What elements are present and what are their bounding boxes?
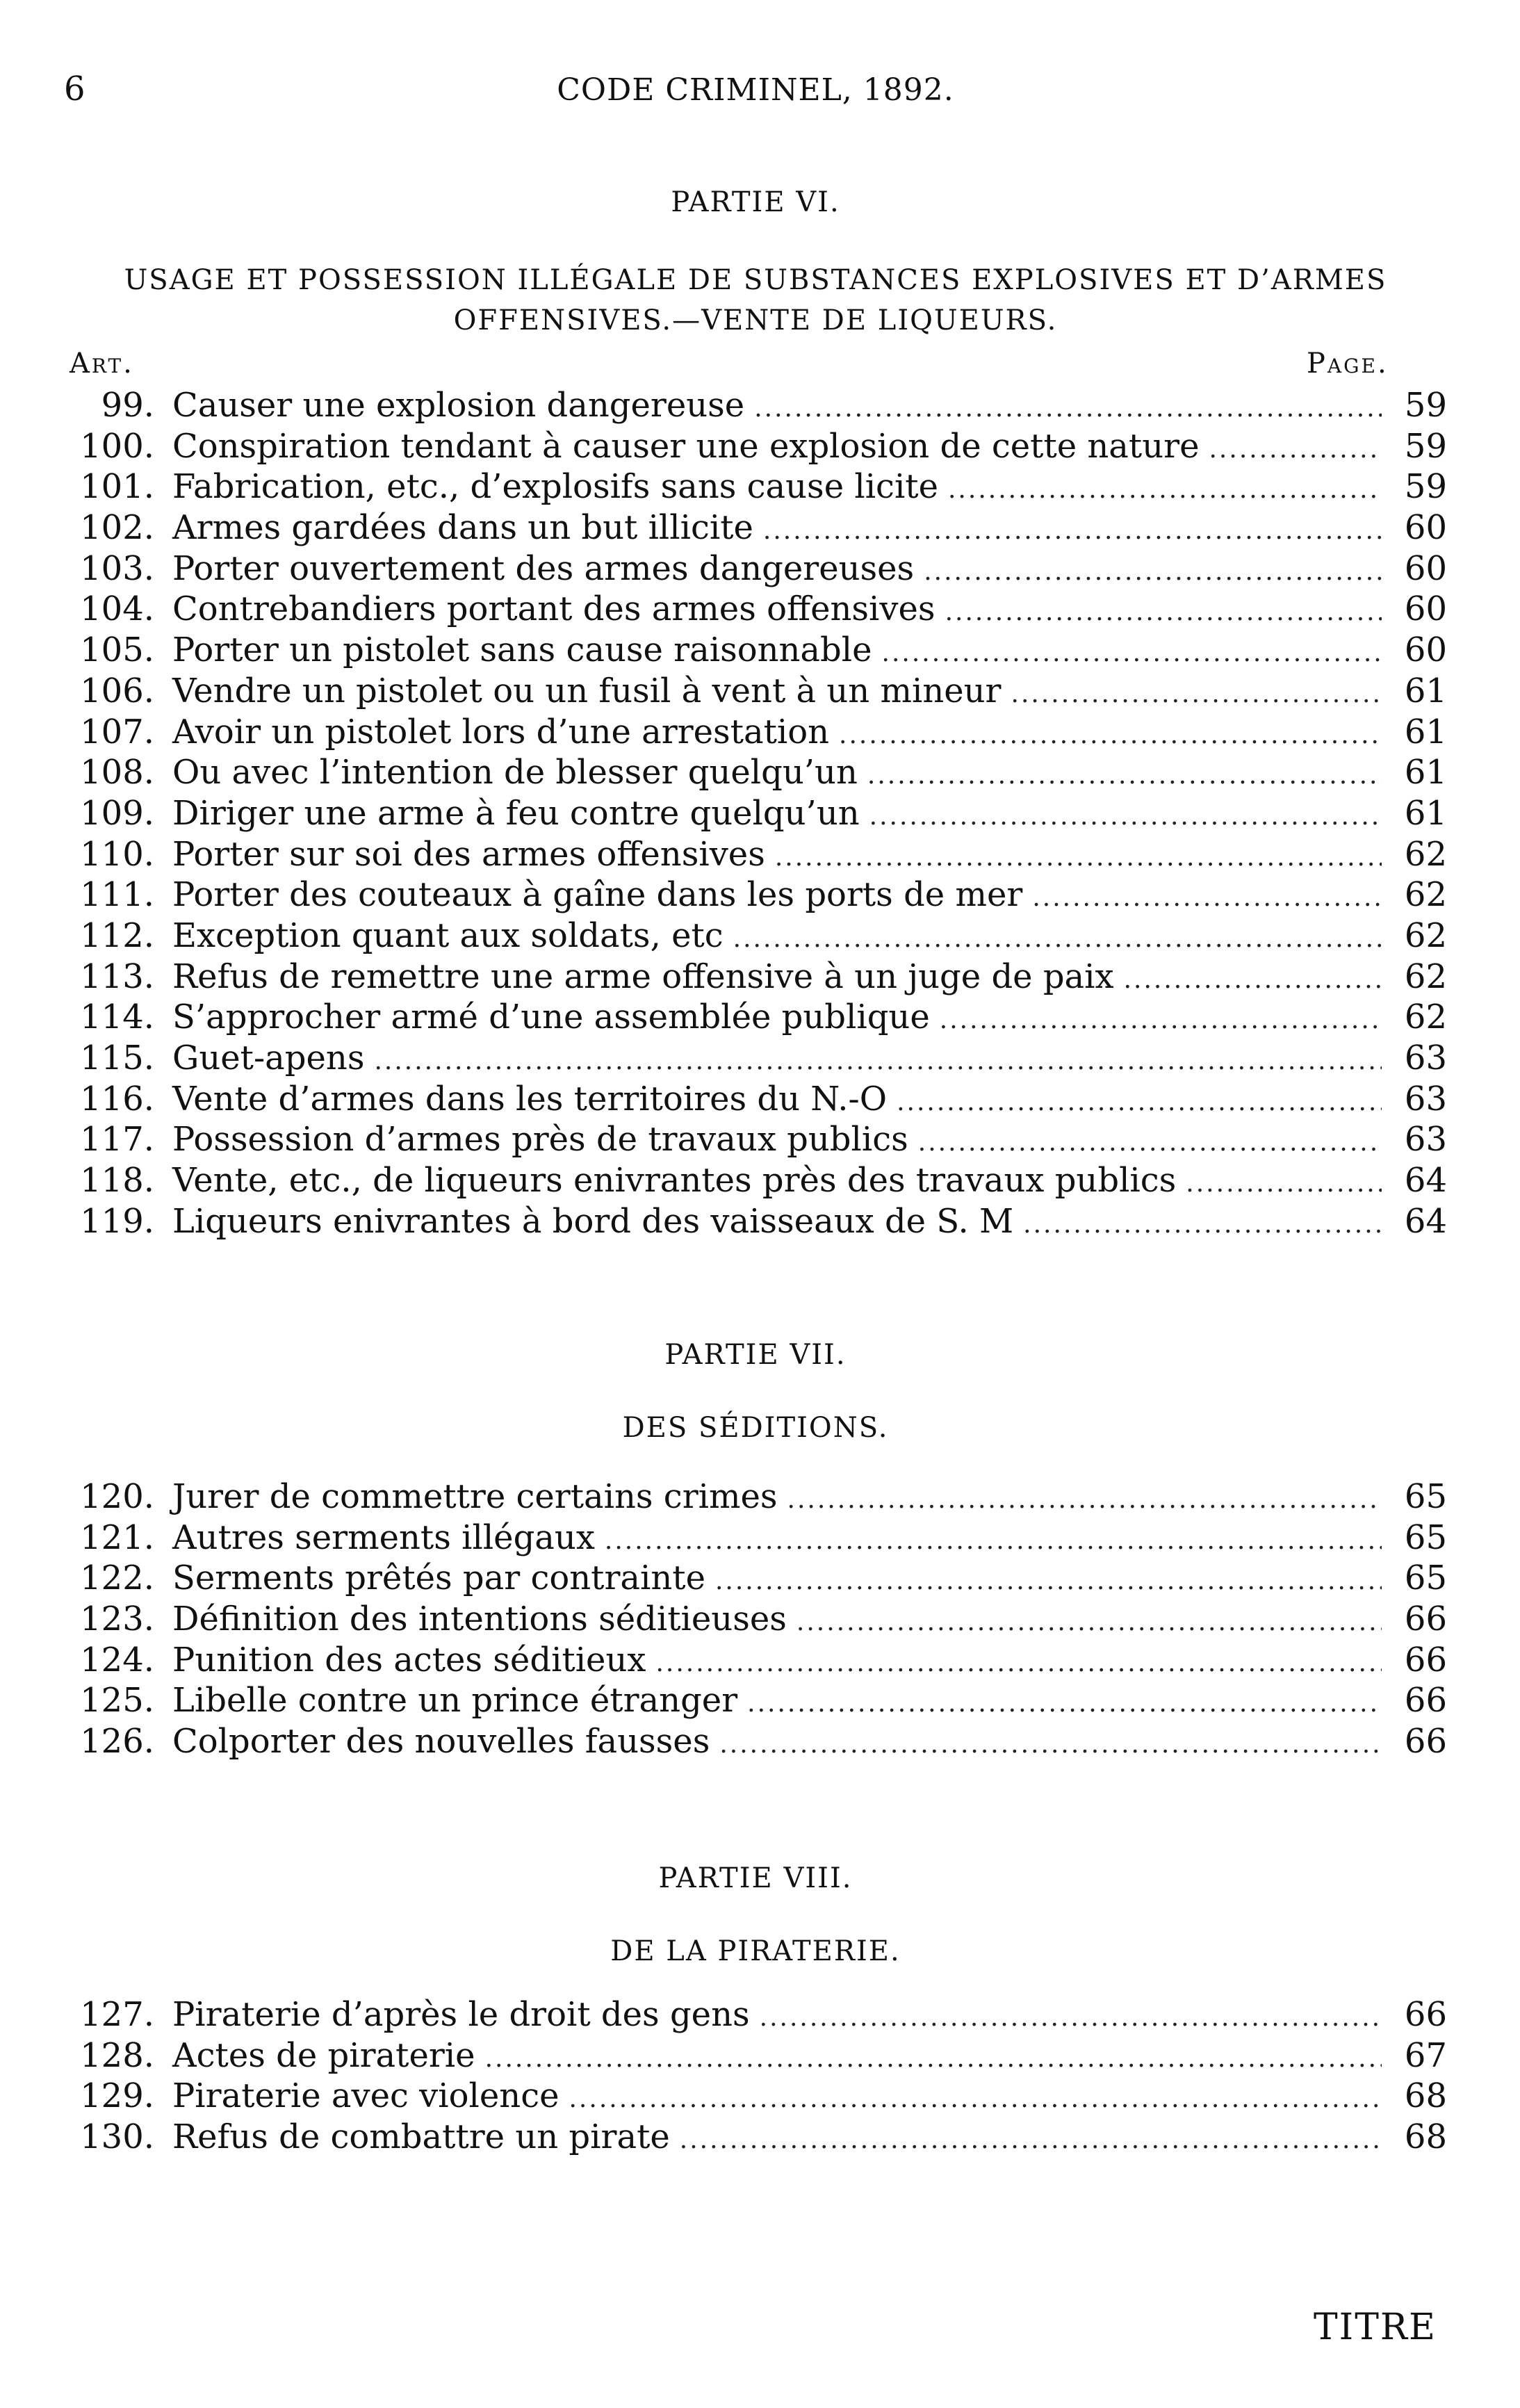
dot-leader (1124, 966, 1382, 994)
page-ref: 63 (1404, 1079, 1447, 1118)
toc-entry (64, 2076, 1447, 2117)
entry-title: Conspiration tendant à causer une explosion de cette nature (172, 426, 1200, 466)
dot-leader (754, 394, 1382, 423)
article-number: 103. (80, 548, 154, 588)
dot-leader (719, 1730, 1382, 1759)
page-ref: 62 (1404, 834, 1447, 874)
partie-6-subtitle-line2: OFFENSIVES.—VENTE DE LIQUEURS. (453, 304, 1058, 336)
entry-title: Armes gardées dans un but illicite (172, 508, 753, 548)
toc-entry (64, 1722, 1447, 1763)
article-number: 127. (80, 1995, 154, 2034)
toc-entry (64, 508, 1447, 549)
dot-leader (787, 1486, 1382, 1514)
entry-title: Vendre un pistolet ou un fusil à vent à un mineur (172, 671, 1002, 710)
page-ref: 60 (1404, 508, 1447, 548)
page-ref: 62 (1404, 957, 1447, 996)
toc-entry (64, 916, 1447, 957)
page-ref: 68 (1404, 2076, 1447, 2116)
dot-leader (569, 2085, 1382, 2113)
dot-leader (924, 558, 1382, 586)
page-ref: 62 (1404, 998, 1447, 1037)
article-number: 101. (80, 467, 154, 507)
page-ref: 66 (1404, 1681, 1447, 1720)
partie-7-subtitle: DES SÉDITIONS. (622, 1412, 889, 1444)
dot-leader (760, 2003, 1382, 2032)
toc-entry (64, 1559, 1447, 1600)
article-number: 126. (80, 1722, 154, 1762)
page-ref: 59 (1404, 386, 1447, 425)
entry-title: S’approcher armé d’une assemblée publique (172, 998, 930, 1037)
article-number: 118. (80, 1161, 154, 1201)
dot-leader (605, 1527, 1382, 1555)
dot-leader (1011, 680, 1382, 708)
entry-title: Porter sur soi des armes offensives (172, 834, 765, 874)
dot-leader (715, 1567, 1382, 1595)
entry-title: Colporter des nouvelles fausses (172, 1722, 710, 1762)
article-number: 100. (80, 426, 154, 466)
toc-entry (64, 794, 1447, 835)
entry-title: Autres serments illégaux (172, 1518, 595, 1557)
toc-entry (64, 2117, 1447, 2158)
page-ref: 61 (1404, 671, 1447, 710)
dot-leader (796, 1608, 1382, 1636)
column-label-art: Art. (70, 348, 134, 380)
toc-entry (64, 713, 1447, 754)
toc-entry (64, 589, 1447, 631)
toc-entry (64, 631, 1447, 672)
entry-title: Serments prêtés par contrainte (172, 1559, 705, 1598)
page-ref: 66 (1404, 1995, 1447, 2034)
page-ref: 67 (1404, 2035, 1447, 2075)
toc-entry (64, 1641, 1447, 1682)
page-ref: 65 (1404, 1477, 1447, 1516)
article-number: 123. (80, 1600, 154, 1639)
entry-title: Punition des actes séditieux (172, 1640, 646, 1679)
dot-leader (940, 1006, 1382, 1034)
page-ref: 66 (1404, 1600, 1447, 1639)
dot-leader (655, 1649, 1382, 1677)
entry-title: Piraterie avec violence (172, 2076, 559, 2116)
toc-entry (64, 1080, 1447, 1121)
entry-title: Exception quant aux soldats, etc (172, 916, 724, 955)
toc-entry (64, 549, 1447, 590)
article-number: 124. (80, 1640, 154, 1679)
page-ref: 66 (1404, 1640, 1447, 1679)
dot-leader (1032, 884, 1382, 912)
article-number: 121. (80, 1518, 154, 1557)
article-number: 122. (80, 1559, 154, 1598)
partie-7-title: PARTIE VII. (664, 1339, 847, 1371)
page-ref: 65 (1404, 1559, 1447, 1598)
page-number: 6 (64, 70, 85, 108)
dot-leader (775, 843, 1382, 872)
page-ref: 60 (1404, 548, 1447, 588)
article-number: 112. (80, 916, 154, 955)
toc-entry (64, 672, 1447, 713)
toc-entry (64, 1477, 1447, 1518)
toc-entry (64, 1120, 1447, 1161)
page-ref: 68 (1404, 2117, 1447, 2157)
toc-entry (64, 1202, 1447, 1243)
toc-entry (64, 957, 1447, 998)
article-number: 125. (80, 1681, 154, 1720)
entry-title: Porter ouvertement des armes dangereuses (172, 548, 915, 588)
page-ref: 66 (1404, 1722, 1447, 1762)
page-ref: 59 (1404, 426, 1447, 466)
article-number: 128. (80, 2035, 154, 2075)
dot-leader (882, 639, 1382, 667)
dot-leader (918, 1128, 1382, 1157)
entry-title: Vente d’armes dans les territoires du N.-O (172, 1079, 888, 1118)
toc-entry (64, 1039, 1447, 1080)
dot-leader (869, 802, 1382, 831)
dot-leader (945, 598, 1382, 626)
page-ref: 63 (1404, 1120, 1447, 1160)
dot-leader (948, 475, 1382, 504)
page-ref: 60 (1404, 589, 1447, 629)
entry-title: Porter un pistolet sans cause raisonnable (172, 631, 872, 670)
page-ref: 65 (1404, 1518, 1447, 1557)
entry-title: Piraterie d’après le droit des gens (172, 1995, 750, 2034)
page-ref: 61 (1404, 793, 1447, 833)
entry-title: Avoir un pistolet lors d’une arrestation (172, 712, 830, 751)
article-number: 99. (101, 386, 154, 425)
toc-entry (64, 1600, 1447, 1641)
entry-title: Ou avec l’intention de blesser quelqu’un (172, 753, 858, 792)
page-ref: 61 (1404, 712, 1447, 751)
article-number: 110. (80, 834, 154, 874)
page-ref: 64 (1404, 1161, 1447, 1201)
article-number: 107. (80, 712, 154, 751)
toc-entry (64, 386, 1447, 427)
toc-entry (64, 427, 1447, 468)
page-ref: 60 (1404, 631, 1447, 670)
page-ref: 61 (1404, 753, 1447, 792)
page-ref: 63 (1404, 1039, 1447, 1077)
article-number: 116. (80, 1079, 154, 1118)
entry-title: Refus de combattre un pirate (172, 2117, 670, 2157)
entry-title: Contrebandiers portant des armes offensives (172, 589, 935, 629)
article-number: 114. (80, 998, 154, 1037)
entry-title: Définition des intentions séditieuses (172, 1600, 787, 1639)
article-number: 129. (80, 2076, 154, 2116)
article-number: 104. (80, 589, 154, 629)
toc-entry (64, 998, 1447, 1039)
catchword: TITRE (1313, 2307, 1437, 2348)
toc-entry (64, 1518, 1447, 1559)
entry-title: Diriger une arme à feu contre quelqu’un (172, 793, 860, 833)
partie-6-subtitle-line1: USAGE ET POSSESSION ILLÉGALE DE SUBSTANCES EXPLOSIVES ET D’ARMES (124, 264, 1387, 296)
dot-leader (374, 1047, 1382, 1075)
article-number: 102. (80, 508, 154, 548)
partie-7-entries (64, 1477, 1447, 1763)
partie-8-subtitle: DE LA PIRATERIE. (610, 1935, 901, 1967)
article-number: 117. (80, 1120, 154, 1160)
entry-title: Liqueurs enivrantes à bord des vaisseaux de S. M (172, 1201, 1014, 1241)
dot-leader (1023, 1210, 1382, 1239)
article-number: 106. (80, 671, 154, 710)
toc-entry (64, 467, 1447, 508)
toc-entry (64, 1995, 1447, 2036)
entry-title: Jurer de commettre certains crimes (172, 1477, 778, 1516)
entry-title: Refus de remettre une arme offensive à un juge de paix (172, 957, 1114, 996)
page-ref: 62 (1404, 916, 1447, 955)
column-label-page: Page. (1307, 348, 1389, 380)
toc-entry (64, 1681, 1447, 1722)
partie-8-entries (64, 1995, 1447, 2158)
article-number: 130. (80, 2117, 154, 2157)
article-number: 120. (80, 1477, 154, 1516)
dot-leader (747, 1689, 1382, 1718)
article-number: 105. (80, 631, 154, 670)
page-ref: 64 (1404, 1201, 1447, 1241)
entry-title: Vente, etc., de liqueurs enivrantes près des travaux publics (172, 1161, 1177, 1201)
toc-entry (64, 2036, 1447, 2077)
dot-leader (1209, 435, 1382, 464)
article-number: 109. (80, 793, 154, 833)
page-ref: 62 (1404, 875, 1447, 915)
toc-entry (64, 753, 1447, 794)
article-number: 111. (80, 875, 154, 915)
partie-6-title: PARTIE VI. (671, 186, 840, 218)
entry-title: Guet-apens (172, 1039, 365, 1077)
toc-entry (64, 875, 1447, 916)
entry-title: Libelle contre un prince étranger (172, 1681, 738, 1720)
page-ref: 59 (1404, 467, 1447, 507)
article-number: 113. (80, 957, 154, 996)
dot-leader (680, 2126, 1382, 2154)
running-head (64, 70, 1447, 118)
article-number: 108. (80, 753, 154, 792)
entry-title: Porter des couteaux à gaîne dans les ports de mer (172, 875, 1023, 915)
dot-leader (1186, 1169, 1382, 1198)
dot-leader (485, 2044, 1382, 2073)
dot-leader (897, 1088, 1382, 1116)
running-title: CODE CRIMINEL, 1892. (557, 72, 954, 108)
entry-title: Possession d’armes près de travaux publics (172, 1120, 908, 1160)
dot-leader (763, 516, 1382, 545)
toc-entry (64, 835, 1447, 876)
article-number: 119. (80, 1201, 154, 1241)
dot-leader (867, 761, 1382, 790)
dot-leader (839, 721, 1382, 749)
entry-title: Actes de piraterie (172, 2035, 475, 2075)
article-number: 115. (80, 1039, 154, 1077)
partie-8-title: PARTIE VIII. (658, 1862, 853, 1894)
partie-6-entries (64, 386, 1447, 1242)
toc-entry (64, 1161, 1447, 1202)
entry-title: Fabrication, etc., d’explosifs sans cause licite (172, 467, 938, 507)
entry-title: Causer une explosion dangereuse (172, 386, 745, 425)
dot-leader (733, 925, 1382, 953)
